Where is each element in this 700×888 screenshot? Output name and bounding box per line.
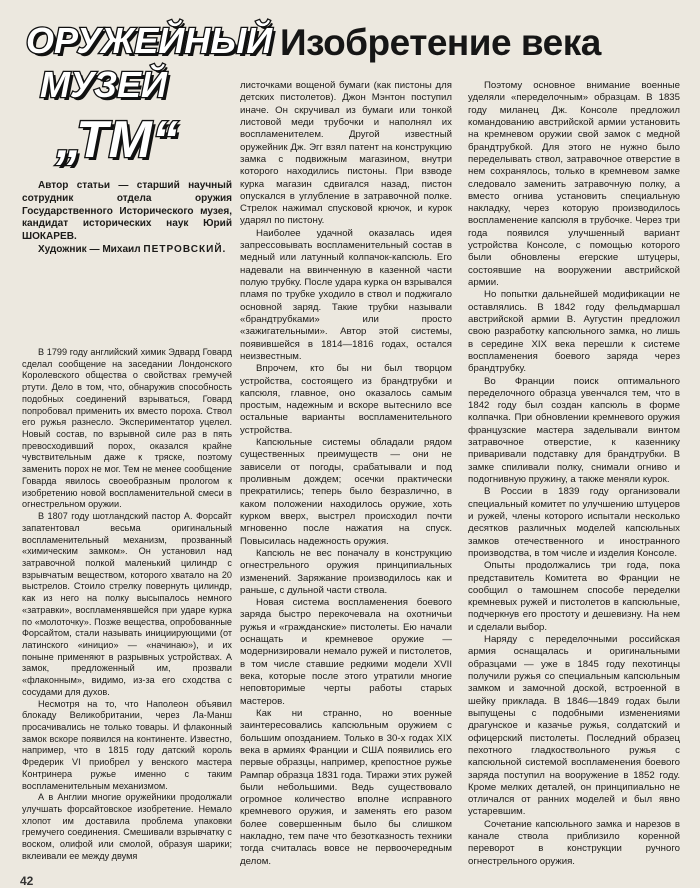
text-column-2 xyxy=(240,80,452,868)
logo-line-3: „ТМ“ xyxy=(56,111,178,169)
artist-credit xyxy=(22,244,232,257)
paragraph: Опыты продолжались три года, пока представитель Комитета во Франции не сообщил о тамошнем способе переделки кремневых ружей и пистолетов в капсюльные, подчеркнув его простоту и дешевизну. На нем и сделали выбор. xyxy=(468,560,680,633)
text-column-3 xyxy=(468,80,680,868)
byline xyxy=(22,180,232,257)
logo-line-2: МУЗЕЙ xyxy=(40,64,167,105)
paragraph: В 1799 году английский химик Эдвард Говард сделал сообщение на заседании Лондонского Королевского общества о свойствах гремучей ртути. Дело в том, что, обнаружив способность подобных соединений взрываться, Говард попробовал применить их вместо пороха. Ствол его ружья разнесло. Экспериментатор уцелел. Новый состав, по взрывной силе раз в пять превосходивший порох, оказался крайне чувствительным даже к тряске, поэтому заменить порох не мог. Тем не менее сообщение Говарда явилось своеобразным прологом к изобретению новой воспламенительной смеси в огнестрельном оружии. xyxy=(22,347,232,510)
page-number: 42 xyxy=(20,874,34,888)
paragraph: Наиболее удачной оказалась идея запрессовывать воспламенительный состав в медный или латунный колпачок-капсюль. Его надевали на ввинченную в казенной части полую трубку. После удара курка он взрывался пламя по трубке уходило в ствол и поджигало основной заряд. Такие трубки называли «брандтрубками» или просто «зажигательными». Автор этой системы, появившейся в 1814—1816 годах, остался неизвестным. xyxy=(240,227,452,362)
paragraph: Новая система воспламенения боевого заряда быстро перекочевала на охотничьи ружья и «гражданские» пистолеты. Ею начали оснащать и кремневое оружие — модернизировали немало ружей и пистолетов, в том числе ставшие редкими модели XVII века, которые после этого утратили многие неповторимые черты работы старых мастеров. xyxy=(240,597,452,707)
paragraph: Капсюль не вес поначалу в конструкцию огнестрельного оружия принципиальных изменений. Заряжание производилось как и раньше, с дульной части ствола. xyxy=(240,547,452,596)
paragraph: Во Франции поиск оптимального переделочного образца увенчался тем, что в 1842 году был создан капсюль в форме колпачка. При обновлении кремневого оружия французские мастера заделывали винтом затравочное отверстие, к казеннику приваривали подставку для брандтрубки. В замке спиливали полку, снимали огниво и подогнивную пружину, а также меняли курок. xyxy=(468,375,680,485)
paragraph: Капсюльные системы обладали рядом существенных преимуществ — они не зависели от погоды, срабатывали и под проливным дождем; осечки практически прекратились; теперь было безразлично, в каком положении находилось оружие, хоть курком вверх, выстрел происходил почти мгновенно после нажатия на спуск. Повысилась надежность оружия. xyxy=(240,437,452,547)
logo-line-1: ОРУЖЕЙНЫЙ xyxy=(26,20,273,61)
paragraph: Но попытки дальнейшей модификации не оставлялись. В 1842 году фельдмаршал австрийской армии В. Аугустин предложил свою разработку капсюльного замка, но лишь в середине XIX века перешли к системе воспламенения боевого заряда через брандтрубку. xyxy=(468,289,680,375)
artist-name: ПЕТРОВСКИЙ. xyxy=(143,243,227,255)
paragraph: Поэтому основное внимание военные уделяли «переделочным» образцам. В 1835 году миланец Дж. Консоле предложил командованию австрийской армии установить на кремневом оружии свой замок с медной брандтрубкой. Для этого не нужно было переделывать ствол, затравочное отверстие в нем сохранялось, только в кремневом замке следовало заменить затравочную полку, а вместо огнива установить специальную накладку, через которую производилось воспламенение капсюля в трубочке. Через три года появился улучшенный вариант устройства Консоле, с помощью которого были обновлены егерские штуцеры, состоявшие на вооружении австрийской армии. xyxy=(468,80,680,288)
paragraph: В 1807 году шотландский пастор А. Форсайт запатентовал весьма оригинальный воспламенительный механизм, прозванный «химическим замком». Он установил над затравочной полкой маленький цилиндр с взрывчатым веществом, которого хватало на 20 выстрелов. Стоило стрелку повернуть цилиндр, как из него на полку высыпалось немного «затравки», воспламенявшейся при ударе курка по «молоточку». Позже вещества, опробованные Форсайтом, стали называть инициирующими (от латинского «инициo» — «начинаю»), и их поныне применяют в разрывных устройствах. А замок, предложенный им, прозвали «флаконным», видимо, из-за его сходства с сосудами для духов. xyxy=(22,511,232,697)
museum-logo xyxy=(26,18,273,170)
paragraph: А в Англии многие оружейники продолжали улучшать форсайтовское изобретение. Немало хлопот им доставила проблема упаковки гремучего соединения. Смешивали взрывчатку с воском, олифой или смолой, образуя шарики; вклеивали ее между двумя xyxy=(22,792,232,861)
paragraph: Несмотря на то, что Наполеон объявил блокаду Великобритании, через Ла-Манш просачивались не только товары. И флаконный замок вскоре появился на континенте. Известно, например, что в 1815 году датский король Фредерик VI приобрел у венского мастера Контринера ружье именно с таким воспламенительным механизмом. xyxy=(22,698,232,791)
paragraph: Наряду с переделочными российская армия оснащалась и оригинальными образцами — уже в 1845 году пехотинцы получили ружья со специальным капсюльным замком и замочной доской, встроенной в шейку приклада. В 1846—1849 годах были выпущены с подобными изменениями драгунское и казачье ружья, солдатский и офицерский пистолеты. Последний образец пехотного гладкоствольного ружья с капсюльной системой воспламенения боевого заряда поступил на вооружение в 1852 году. Кроме мелких деталей, он принципиально не отличался от ранних моделей и был явно устаревшим. xyxy=(468,634,680,818)
artist-prefix: Художник — Михаил xyxy=(38,243,144,255)
paragraph: Впрочем, кто бы ни был творцом устройства, состоящего из брандтрубки и капсюля, главное, оно оказалось самым простым, надежным и вскоре вытеснило все остальные варианты воспламенительного устройства. xyxy=(240,363,452,436)
article-title: Изобретение века xyxy=(280,22,601,63)
text-column-1 xyxy=(22,347,232,863)
paragraph: листочками вощеной бумаги (как пистоны для детских пистолетов). Джон Мэнтон поступил иначе. Он скручивал из бумаги или тонкой листовой меди трубочки и наполнял их воспламенителем. Другой известный оружейник Дж. Эгг взял патент на конструкцию замка с подвижным магазином, внутри которого находились пистоны. При взводе курка магазин сдвигался назад, пистон опускался в углубление в затравочной полке. Стрелок нажимал спусковой крючок, и курок ударял по пистону. xyxy=(240,80,452,227)
paragraph: Сочетание капсюльного замка и нарезов в канале ствола приблизило коренной переворот в конструкции ручного огнестрельного оружия. xyxy=(468,818,680,867)
paragraph: Как ни странно, но военные заинтересовались капсюльным оружием с большим опозданием. Только в 30-х годах XIX века в армиях Франции и США появились его первые образцы, например, крепостное ружье Рампар образца 1831 года. Тиражи этих ружей были небольшими. Ведь существовало огромное количество вполне исправного кремневого оружия, и заменять его разом более совершенным было бы слишком накладно, тем паче что безотказность техники тогда считалась вовсе не первоочередным делом. xyxy=(240,707,452,867)
author-credit: Автор статьи — старший научный сотрудник отдела оружия Государственного Исторического музея, кандидат исторических наук Юрий ШОКАРЕВ. xyxy=(22,180,232,243)
paragraph: В России в 1839 году организовали специальный комитет по улучшению штуцеров и ружей, члены которого испытали несколько десятков различных моделей капсюльных замков отечественного и иностранного производства, в том числе и изделия Консоле. xyxy=(468,486,680,559)
